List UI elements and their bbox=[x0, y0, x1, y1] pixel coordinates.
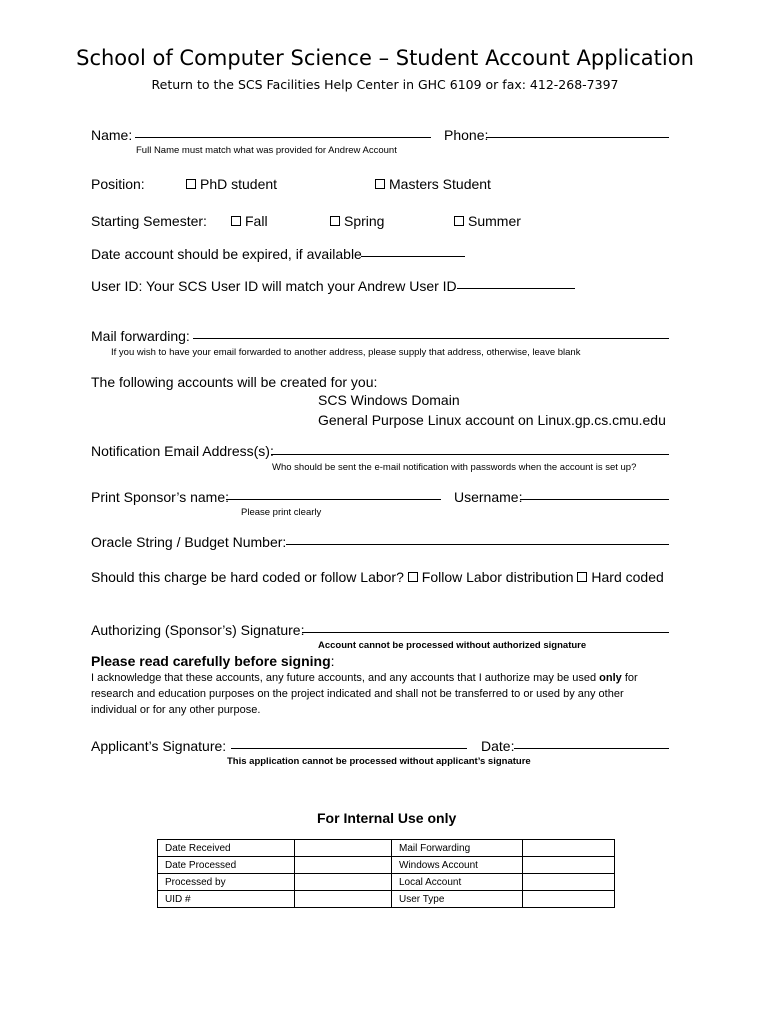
phone-field[interactable] bbox=[486, 137, 669, 138]
page-subtitle: Return to the SCS Facilities Help Center in GHC 6109 or fax: 412-268-7397 bbox=[151, 77, 619, 92]
applicant-signature-field[interactable] bbox=[231, 748, 467, 749]
charge-question bbox=[91, 569, 664, 585]
table-cell: User Type bbox=[392, 891, 523, 908]
table-cell-input[interactable] bbox=[295, 891, 392, 908]
applicant-signature-note: This application cannot be processed without applicant’s signature bbox=[227, 756, 531, 767]
table-cell-input[interactable] bbox=[295, 840, 392, 857]
sponsor-signature-field[interactable] bbox=[302, 632, 669, 633]
table-cell: UID # bbox=[158, 891, 295, 908]
checkbox-icon bbox=[375, 179, 385, 189]
semester-fall-label: Fall bbox=[245, 213, 268, 229]
notification-email-label: Notification Email Address(s): bbox=[91, 443, 274, 459]
mail-forwarding-note: If you wish to have your email forwarded to another address, please supply that address, otherwise, leave blank bbox=[111, 347, 581, 358]
position-phd-checkbox[interactable] bbox=[186, 176, 277, 192]
semester-spring-checkbox[interactable] bbox=[330, 213, 384, 229]
table-row bbox=[158, 891, 615, 908]
userid-field[interactable] bbox=[457, 288, 575, 289]
checkbox-icon bbox=[408, 572, 418, 582]
sponsor-name-note: Please print clearly bbox=[241, 507, 322, 518]
checkbox-icon bbox=[577, 572, 587, 582]
notification-email-field[interactable] bbox=[271, 454, 669, 455]
mail-forwarding-label: Mail forwarding: bbox=[91, 328, 190, 344]
position-phd-label: PhD student bbox=[200, 176, 278, 192]
table-cell: Date Received bbox=[158, 840, 295, 857]
checkbox-icon bbox=[454, 216, 464, 226]
charge-label: Should this charge be hard coded or follow Labor? bbox=[91, 569, 404, 585]
internal-use-table bbox=[157, 839, 615, 908]
table-cell-input[interactable] bbox=[523, 891, 615, 908]
oracle-label: Oracle String / Budget Number: bbox=[91, 534, 287, 550]
date-label: Date: bbox=[481, 738, 515, 754]
table-cell: Date Processed bbox=[158, 857, 295, 874]
table-cell-input[interactable] bbox=[523, 857, 615, 874]
semester-spring-label: Spring bbox=[344, 213, 385, 229]
table-row bbox=[158, 874, 615, 891]
name-label: Name: bbox=[91, 127, 133, 143]
applicant-signature-label: Applicant’s Signature: bbox=[91, 738, 227, 754]
mail-forwarding-field[interactable] bbox=[193, 338, 669, 339]
charge-follow-labor-label: Follow Labor distribution bbox=[421, 569, 574, 585]
charge-follow-labor-checkbox[interactable] bbox=[408, 569, 574, 585]
account-linux: General Purpose Linux account on Linux.gp.cs.cmu.edu bbox=[318, 412, 666, 428]
table-cell: Local Account bbox=[392, 874, 523, 891]
table-cell: Mail Forwarding bbox=[392, 840, 523, 857]
notification-email-note: Who should be sent the e-mail notification with passwords when the account is set up? bbox=[272, 462, 637, 473]
table-cell: Windows Account bbox=[392, 857, 523, 874]
semester-summer-label: Summer bbox=[468, 213, 521, 229]
userid-label: User ID: Your SCS User ID will match your Andrew User ID bbox=[91, 278, 457, 294]
username-field[interactable] bbox=[520, 499, 669, 500]
sponsor-name-label: Print Sponsor’s name: bbox=[91, 489, 229, 505]
date-field[interactable] bbox=[514, 748, 669, 749]
name-note: Full Name must match what was provided for Andrew Account bbox=[136, 145, 397, 156]
checkbox-icon bbox=[330, 216, 340, 226]
name-field[interactable] bbox=[135, 137, 431, 138]
table-cell-input[interactable] bbox=[523, 840, 615, 857]
acknowledgement-text: I acknowledge that these accounts, any future accounts, and any accounts that I authorize may be used only for research and education purposes on the project indicated and shall not be transferred to or used by any other individual or for any other purpose. bbox=[91, 672, 638, 716]
semester-label: Starting Semester: bbox=[91, 213, 207, 229]
expiry-label: Date account should be expired, if available bbox=[91, 246, 362, 262]
table-cell-input[interactable] bbox=[295, 874, 392, 891]
accounts-intro: The following accounts will be created for you: bbox=[91, 374, 378, 390]
username-label: Username: bbox=[454, 489, 523, 505]
account-windows: SCS Windows Domain bbox=[318, 392, 460, 408]
position-masters-label: Masters Student bbox=[389, 176, 491, 192]
sponsor-name-field[interactable] bbox=[226, 499, 441, 500]
expiry-field[interactable] bbox=[361, 256, 465, 257]
oracle-field[interactable] bbox=[286, 544, 669, 545]
table-cell: Processed by bbox=[158, 874, 295, 891]
semester-fall-checkbox[interactable] bbox=[231, 213, 268, 229]
semester-summer-checkbox[interactable] bbox=[454, 213, 521, 229]
sponsor-signature-label: Authorizing (Sponsor’s) Signature: bbox=[91, 622, 305, 638]
read-carefully-heading: Please read carefully before signing: bbox=[91, 653, 335, 669]
internal-use-heading: For Internal Use only bbox=[317, 810, 457, 826]
checkbox-icon bbox=[231, 216, 241, 226]
position-masters-checkbox[interactable] bbox=[375, 176, 491, 192]
table-row bbox=[158, 857, 615, 874]
table-cell-input[interactable] bbox=[523, 874, 615, 891]
phone-label: Phone: bbox=[444, 127, 489, 143]
sponsor-signature-note: Account cannot be processed without authorized signature bbox=[318, 640, 587, 651]
page-title: School of Computer Science – Student Account Application bbox=[76, 46, 694, 70]
checkbox-icon bbox=[186, 179, 196, 189]
table-cell-input[interactable] bbox=[295, 857, 392, 874]
position-label: Position: bbox=[91, 176, 145, 192]
charge-hard-coded-label: Hard coded bbox=[591, 569, 664, 585]
charge-hard-coded-checkbox[interactable] bbox=[577, 569, 663, 585]
table-row bbox=[158, 840, 615, 857]
